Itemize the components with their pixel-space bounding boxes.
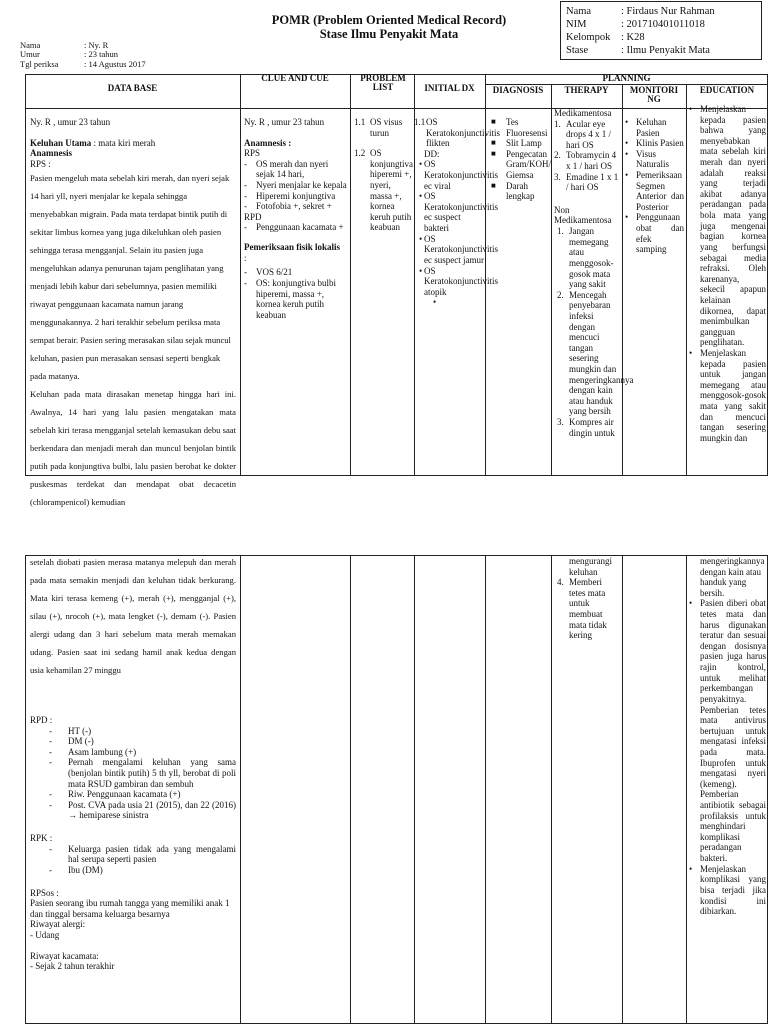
list-item: 2. Mencegah penyebaran infeksi dengan mencuci tangan sesering mungkin dan mengeringkannya dengan kain atau handuk yang bersih xyxy=(557,289,634,417)
rps-paragraph-1: Pasien mengeluh mata sebelah kiri merah, dan nyeri sejak 14 hari yll, nyeri menjalar ke kepala sehingga menyebabkan migrain. Pada mata terdapat bintik putih di sekitar limbus kornea yang juga dikeluhkan oleh pasien sehingga terasa mengganjal. Selain itu pasien juga mengeluhkan adanya penurunan tajam penglihatan yang menjadi lebih kabur dari sebelumnya, pasien memiliki riwayat penggunaan kacamata namun jarang menggunakannya. 2 hari terakhir sebelum periksa mata sempat berair. Pasien sering merasakan silau sejak muncul keluhan, pasien pun merasakan sensasi seperti bengkak pada matanya. xyxy=(30,173,231,382)
problem-list-cell xyxy=(354,117,413,473)
education-continuation: mengeringkannya dengan kain atau handuk yang bersih. xyxy=(700,556,765,598)
col-divider xyxy=(686,555,687,1024)
list-item: • Penggunaan obat dan efek samping xyxy=(624,212,684,254)
therapy-continuation: mengurangi keluhan xyxy=(569,556,612,577)
clue-rps: RPS xyxy=(244,148,261,159)
clue-anamnesis: Anamnesis : xyxy=(244,137,292,148)
glasses-label: Riwayat kacamata: xyxy=(30,950,99,961)
non-medication-list xyxy=(554,226,634,438)
clue-rps-list xyxy=(244,159,348,212)
list-item: - HT (-) xyxy=(30,726,236,737)
therapy-cell-page-2 xyxy=(554,556,620,1021)
rpd-label: RPD : xyxy=(30,715,53,725)
col-divider xyxy=(485,555,486,1024)
col-divider xyxy=(350,555,351,1024)
list-item: • Visus Naturalis xyxy=(624,149,684,170)
student-group-row: Kelompok : K28 xyxy=(566,32,645,43)
chief-complaint: Keluhan Utama : mata kiri merah xyxy=(30,137,156,148)
header-monitoring: MONITORI NG xyxy=(629,85,679,104)
rpk-label: RPK : xyxy=(30,833,53,844)
list-item: - Asam lambung (+) xyxy=(30,747,236,758)
student-nim-row: NIM : 201710401011018 xyxy=(566,19,705,30)
list-item: - Penggunaan kacamata + xyxy=(244,222,348,233)
list-item: - Ibu (DM) xyxy=(30,865,236,876)
clue-exam-list xyxy=(244,267,348,320)
col-divider xyxy=(686,84,687,476)
title-line-1: POMR (Problem Oriented Medical Record) xyxy=(271,13,507,27)
list-item: 1. Acular eye drops 4 x 1 / hari OS xyxy=(554,118,611,150)
clue-cell: Ny. R , umur 23 tahun Anamnesis : RPS - OS merah dan nyeri sejak 14 hari, - Nyeri menjalar ke kepala - Hiperemi konjungtiva - Fotofobia +, sekret + RPD - Penggunaan kacamata + Pemeriksaan fisik lokalis : - VOS 6/21 - OS: konjungtiva bulbi hiperemi, massa +, kornea keruh putih keabuan xyxy=(244,117,348,473)
list-item: ■ Darah lengkap xyxy=(488,181,549,202)
monitoring-cell xyxy=(624,117,684,473)
list-item: • Menjelaskan komplikasi yang bisa terjadi jika kondisi ini dibiarkan. xyxy=(688,864,766,917)
education-cell-page-1 xyxy=(688,104,766,473)
medication-list xyxy=(554,119,620,193)
initial-dx-cell xyxy=(414,117,500,473)
therapy-cell-page-1 xyxy=(554,108,634,473)
anamnesis-label: Anamnesis xyxy=(30,148,73,159)
list-item: - Pernah mengalami keluhan yang sama (benjolan bintik putih) 5 th yll, berobat di poli mata RSUD gambiran dan sembuh xyxy=(30,757,236,789)
col-divider xyxy=(551,84,552,476)
list-item: 4. Memberi tetes mata untuk membuat mata tidak kering xyxy=(557,577,607,641)
education-cell-page-2 xyxy=(688,556,766,1021)
title-line-2: Stase Ilmu Penyakit Mata xyxy=(319,27,459,41)
list-item: 3. Emadine 1 x 1 / hari OS xyxy=(554,171,619,193)
list-item: • OS Keratokonjunctivitis atopik xyxy=(418,266,484,298)
list-item: - Keluarga pasien tidak ada yang mengalami hal serupa seperti pasien xyxy=(30,844,236,865)
patient-info xyxy=(20,41,146,69)
col-divider xyxy=(622,555,623,1024)
student-stase-row: Stase : Ilmu Penyakit Mata xyxy=(566,45,710,56)
col-divider xyxy=(622,84,623,476)
list-item: - VOS 6/21 xyxy=(244,267,348,278)
diagnosis-cell xyxy=(488,117,549,473)
student-info-box xyxy=(560,1,762,60)
list-item: ■ Slit Lamp xyxy=(488,138,549,149)
non-medication-label: Non Medikamentosa xyxy=(554,204,612,226)
list-item: - Hiperemi konjungtiva xyxy=(244,191,348,202)
list-item: - Post. CVA pada usia 21 (2015), dan 22 (2016) → hemiparese sinistra xyxy=(30,800,236,821)
header-initial: INITIAL DX xyxy=(424,83,475,93)
database-cell-page-1 xyxy=(30,117,236,508)
database-cell-page-2 xyxy=(30,553,236,1021)
list-item: • Menjelaskan kepada pasien untuk jangan memegang atau menggosok-gosok mata yang sakit dan mencuci tangan sesering mungkin dan xyxy=(688,348,766,443)
student-name-row: Nama : Firdaus Nur Rahman xyxy=(566,6,715,17)
header-problem: PROBLEM LIST xyxy=(360,73,406,92)
rpk-list xyxy=(30,844,236,876)
col-divider xyxy=(240,74,241,476)
list-item: - Nyeri menjalar ke kepala xyxy=(244,180,348,191)
list-item: 1.2 OS konjungtiva hiperemi +, nyeri, massa +, kornea keruh putih keabuan xyxy=(354,148,413,233)
diagnosis-list xyxy=(488,117,549,202)
list-item: - OS: konjungtiva bulbi hiperemi, massa +, kornea keruh putih keabuan xyxy=(244,278,348,320)
header-clue: CLUE AND CUE xyxy=(261,73,329,83)
monitoring-list xyxy=(624,117,684,255)
clue-rpd-list xyxy=(244,222,348,233)
dd-list xyxy=(414,159,498,297)
list-item: ■ Tes Fluoresensi xyxy=(488,117,549,138)
clue-intro: Ny. R , umur 23 tahun xyxy=(244,117,325,127)
list-item: • Pasien diberi obat tetes mata dan harus digunakan teratur dan sesuai dengan dosisnya pasien juga harus rajin kontrol, untuk melihat perkembangan penyakitnya. Pemberian tetes mata antivirus bertujuan untuk mengatasi infeksi pada mata. Ibuprofen untuk mengatasi nyeri (kemeng). Pemberian antibiotik sebagai profilaksis untuk menghindari komplikasi peradangan bakteri. xyxy=(688,598,766,863)
list-item: - DM (-) xyxy=(30,736,236,747)
education-list-page-1 xyxy=(688,104,766,444)
list-item: - Riw. Penggunaan kacamata (+) xyxy=(30,789,236,800)
col-divider xyxy=(414,555,415,1024)
list-item: • Keluhan Pasien xyxy=(624,117,684,138)
col-divider xyxy=(350,74,351,476)
rps-paragraph-2: Keluhan pada mata dirasakan menetap hingga hari ini. Awalnya, 14 hari yang lalu pasien mengatakan mata sebelah kiri terasa mengganjal setelah kemasukan debu saat berkendara dan menjadi merah dan muncul benjolan bintik putih pada konjungtiva bulbi, lalu pasien berobat ke dokter puskesmas terdekat dan mendapat obat decacetin (chlorampenicol) kemudian xyxy=(30,389,236,508)
list-item: ■ Pengecatan Gram/KOH/ Giemsa xyxy=(488,149,549,181)
allergy-item: - Udang xyxy=(30,929,60,940)
header-diagnosis: DIAGNOSIS xyxy=(492,85,544,95)
list-item: - OS merah dan nyeri sejak 14 hari, xyxy=(244,159,348,180)
rpsos-label: RPSos : xyxy=(30,887,59,898)
list-item: • OS Keratokonjunctivitis ec suspect bakteri xyxy=(418,191,484,233)
list-item: 1. Jangan memegang atau menggosok-gosok mata yang sakit xyxy=(557,226,614,290)
patient-name-row: Nama : Ny. R xyxy=(20,40,109,50)
rps-label: RPS : xyxy=(30,158,51,169)
rps-paragraph-3: setelah diobati pasien merasa matanya melepuh dan merah pada mata semakin menjadi dan keluhan tidak berkurang. Mata kiri terasa kemeng (+), merah (+), mengganjal (+), silau (+), nrocoh (+), mata lengket (-), demam (-). Pasien alergi udang dan 3 hari sebelum mata merah memakan udang. Pasien saat ini sedang hamil anak kedua dengan usia kehamilan 27 minggu xyxy=(30,557,236,675)
glasses-item: - Sejak 2 tahun terakhir xyxy=(30,961,115,972)
list-item: - Fotofobia +, sekret + xyxy=(244,201,348,212)
allergy-label: Riwayat alergi: xyxy=(30,919,86,930)
patient-date-row: Tgl periksa : 14 Agustus 2017 xyxy=(20,58,146,69)
database-intro: Ny. R , umur 23 tahun xyxy=(30,117,111,127)
medication-label: Medikamentosa xyxy=(554,108,612,118)
header-divider xyxy=(25,108,768,109)
therapy-list-page-2 xyxy=(554,577,620,641)
list-item: • OS Keratokonjunctivitis ec viral xyxy=(418,159,484,191)
list-item: • Menjelaskan kepada pasien bahwa yang menyebabkan mata sebelah kiri merah dan nyeri adalah reaksi yang terjadi akibat adanya peradangan pada bola mata yang juga mengenai bagian kornea yang berfungsi sebagai media refraksi. Oleh karenanya, sekecil apapun kelainan dikornea, dapat menimbulkan gangguan penglihatan. xyxy=(688,104,766,348)
patient-age-row: Umur : 23 tahun xyxy=(20,49,118,60)
rpsos-text: Pasien seorang ibu rumah tangga yang memiliki anak 1 dan tinggal bersama keluarga besarnya xyxy=(30,898,230,919)
col-divider xyxy=(240,555,241,1024)
list-item: • Pemeriksaan Segmen Anterior dan Posterior xyxy=(624,170,684,212)
header-planning: PLANNING xyxy=(602,73,651,83)
education-list-page-2 xyxy=(688,598,766,916)
problem-list xyxy=(354,117,413,233)
header-database: DATA BASE xyxy=(107,83,158,93)
list-item: 1.1 OS visus turun xyxy=(354,117,403,138)
list-item: 2. Tobramycin 4 x 1 / hari OS xyxy=(554,150,617,172)
list-item: • OS Keratokonjunctivitis ec suspect jamur xyxy=(418,234,484,266)
header-education: EDUCATION xyxy=(699,85,755,95)
initial-dx-primary: 1.1 OS Keratokonjunctivitis flikten xyxy=(414,117,500,149)
dd-label: DD: xyxy=(424,148,440,159)
rpd-list xyxy=(30,726,236,821)
col-divider xyxy=(551,555,552,1024)
clue-physical-exam: Pemeriksaan fisik lokalis xyxy=(244,242,341,253)
header-therapy: THERAPY xyxy=(564,85,609,95)
clue-rpd: RPD xyxy=(244,211,262,222)
list-item: • Klinis Pasien xyxy=(624,138,684,149)
list-item: 3. Kompres air dingin untuk xyxy=(557,417,615,438)
